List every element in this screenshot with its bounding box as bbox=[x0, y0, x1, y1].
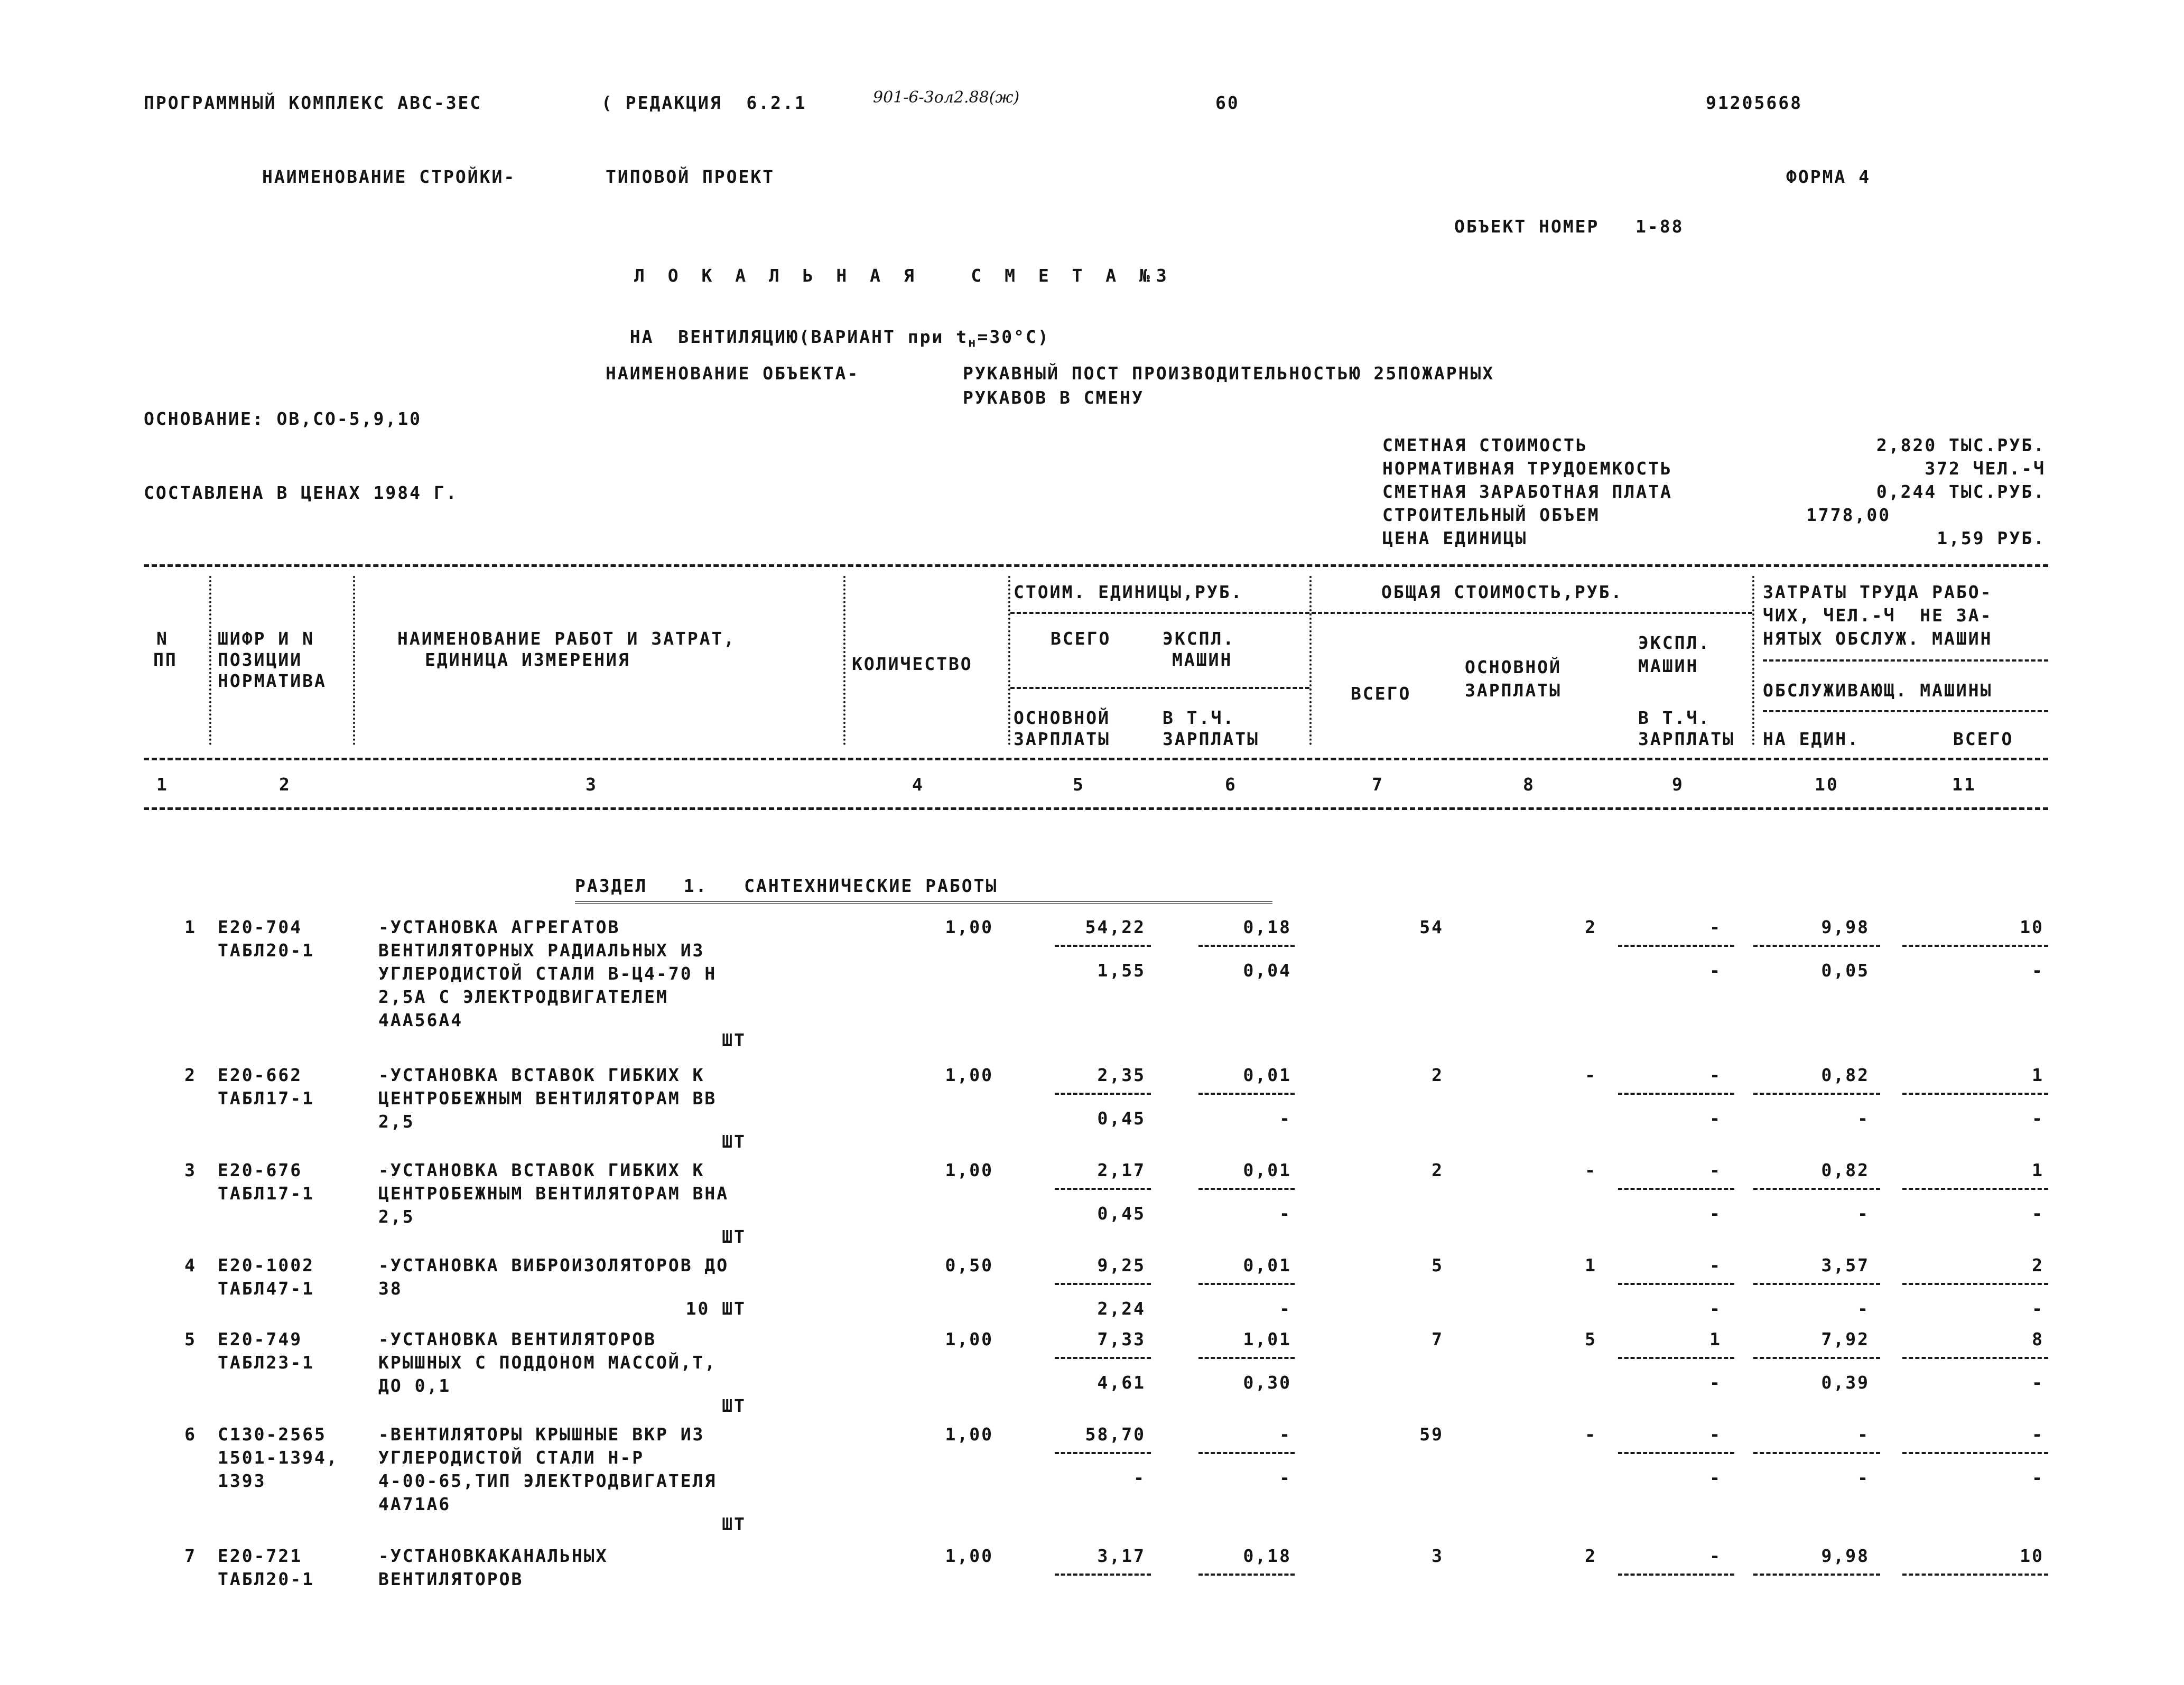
row-unit-machine: - bbox=[1279, 1424, 1291, 1445]
col3-header: НАИМЕНОВАНИЕ РАБОТ И ЗАТРАТ, bbox=[397, 628, 736, 649]
column-number: 10 bbox=[1815, 774, 1839, 795]
row-labor-unit: 9,98 bbox=[1821, 1546, 1870, 1566]
row-code: ТАБЛ47-1 bbox=[218, 1278, 314, 1299]
row-number: 1 bbox=[184, 917, 197, 937]
cell-rule bbox=[1753, 1357, 1880, 1359]
cell-rule bbox=[1618, 945, 1734, 947]
section-underline bbox=[575, 901, 1272, 904]
cell-rule bbox=[1902, 1283, 2048, 1285]
row-total-machine-wage: - bbox=[1709, 1467, 1722, 1488]
prices-year: СОСТАВЛЕНА В ЦЕНАХ 1984 Г. bbox=[144, 482, 458, 503]
object-name-line2: РУКАВОВ В СМЕНУ bbox=[963, 387, 1145, 408]
row-quantity: 1,00 bbox=[945, 1546, 993, 1566]
summary-label: СМЕТНАЯ ЗАРАБОТНАЯ ПЛАТА bbox=[1382, 481, 1672, 502]
row-description: ВЕНТИЛЯТОРНЫХ РАДИАЛЬНЫХ ИЗ bbox=[378, 940, 705, 961]
cell-rule bbox=[1753, 1452, 1880, 1454]
header-rule bbox=[1312, 612, 1752, 614]
row-unit-machine-wage: 0,30 bbox=[1243, 1372, 1291, 1393]
row-labor-unit-machine: 0,39 bbox=[1821, 1372, 1870, 1393]
summary-label: СМЕТНАЯ СТОИМОСТЬ bbox=[1382, 435, 1588, 455]
basis: ОСНОВАНИЕ: ОВ,СО-5,9,10 bbox=[144, 408, 422, 429]
row-total-machine-wage: - bbox=[1709, 1203, 1722, 1224]
page-number: 60 bbox=[1215, 92, 1240, 113]
header-bottom-rule bbox=[144, 758, 2048, 760]
summary-label: НОРМАТИВНАЯ ТРУДОЕМКОСТЬ bbox=[1382, 458, 1672, 479]
row-code: Е20-676 bbox=[218, 1160, 303, 1180]
row-quantity: 1,00 bbox=[945, 1160, 993, 1180]
row-labor-total-machine: - bbox=[2032, 960, 2044, 981]
row-description: -УСТАНОВКА ВИБРОИЗОЛЯТОРОВ ДО bbox=[378, 1255, 729, 1276]
row-labor-unit: 7,92 bbox=[1821, 1329, 1870, 1349]
row-number: 4 bbox=[184, 1255, 197, 1276]
col1011-header: ЗАТРАТЫ ТРУДА РАБО- bbox=[1763, 582, 1993, 602]
row-total-wage: - bbox=[1585, 1065, 1597, 1085]
column-separator bbox=[1008, 576, 1010, 745]
cell-rule bbox=[1753, 1574, 1880, 1576]
cell-rule bbox=[1753, 1093, 1880, 1095]
row-unit-wage: 2,24 bbox=[1097, 1298, 1146, 1319]
row-description: 2,5 bbox=[378, 1111, 415, 1132]
doc-code: 91205668 bbox=[1706, 92, 1802, 113]
row-total-wage: - bbox=[1585, 1160, 1597, 1180]
subtitle-prefix: НА ВЕНТИЛЯЦИЮ(ВАРИАНТ при t bbox=[629, 327, 969, 347]
row-total-machine: - bbox=[1709, 1546, 1722, 1566]
row-description: УГЛЕРОДИСТОЙ СТАЛИ Н-Р bbox=[378, 1447, 645, 1468]
cell-rule bbox=[1198, 1093, 1295, 1095]
cell-rule bbox=[1618, 1093, 1734, 1095]
row-labor-unit: - bbox=[1857, 1424, 1870, 1445]
column-separator bbox=[353, 576, 355, 745]
cell-rule bbox=[1055, 945, 1151, 947]
row-labor-total-machine: - bbox=[2032, 1467, 2044, 1488]
col2-header: ПОЗИЦИИ bbox=[218, 649, 303, 670]
row-code: ТАБЛ20-1 bbox=[218, 1569, 314, 1589]
row-unit-cost: 2,17 bbox=[1097, 1160, 1146, 1180]
header-rule bbox=[1763, 710, 2048, 712]
row-description: 2,5А С ЭЛЕКТРОДВИГАТЕЛЕМ bbox=[378, 986, 668, 1007]
row-description: -УСТАНОВКАКАНАЛЬНЫХ bbox=[378, 1546, 608, 1566]
row-unit-wage: 1,55 bbox=[1097, 960, 1146, 981]
row-labor-total: 2 bbox=[2032, 1255, 2044, 1276]
cell-rule bbox=[1198, 1452, 1295, 1454]
column-number: 8 bbox=[1523, 774, 1535, 795]
column-separator bbox=[843, 576, 845, 745]
summary-value: 1778,00 bbox=[1806, 505, 1891, 525]
cell-rule bbox=[1618, 1574, 1734, 1576]
col11-header: ВСЕГО bbox=[1953, 729, 2014, 749]
row-unit-machine: 0,18 bbox=[1243, 917, 1291, 937]
construction-value: ТИПОВОЙ ПРОЕКТ bbox=[606, 166, 775, 187]
row-total: 7 bbox=[1432, 1329, 1444, 1349]
col8-header: ЗАРПЛАТЫ bbox=[1465, 680, 1562, 701]
row-total-wage: - bbox=[1585, 1424, 1597, 1445]
col5-header: ОСНОВНОЙ bbox=[1014, 707, 1110, 728]
col3-header: ЕДИНИЦА ИЗМЕРЕНИЯ bbox=[425, 649, 630, 670]
row-code: С130-2565 bbox=[218, 1424, 327, 1445]
row-labor-total: - bbox=[2032, 1424, 2044, 1445]
row-quantity: 1,00 bbox=[945, 1329, 993, 1349]
subtitle-subscript: н bbox=[968, 335, 978, 350]
row-labor-total-machine: - bbox=[2032, 1372, 2044, 1393]
row-labor-unit-machine: - bbox=[1857, 1203, 1870, 1224]
cell-rule bbox=[1618, 1452, 1734, 1454]
column-number: 1 bbox=[156, 774, 169, 795]
column-number: 9 bbox=[1672, 774, 1684, 795]
row-description: ВЕНТИЛЯТОРОВ bbox=[378, 1569, 524, 1589]
col1011-header: ЧИХ, ЧЕЛ.-Ч НЕ ЗА- bbox=[1763, 605, 1993, 626]
cell-rule bbox=[1055, 1283, 1151, 1285]
column-number: 7 bbox=[1372, 774, 1384, 795]
col79-header: ОБЩАЯ СТОИМОСТЬ,РУБ. bbox=[1381, 582, 1623, 602]
col56-header: СТОИМ. ЕДИНИЦЫ,РУБ. bbox=[1014, 582, 1243, 602]
column-number: 2 bbox=[279, 774, 291, 795]
row-code: Е20-749 bbox=[218, 1329, 303, 1349]
row-unit-machine: 0,01 bbox=[1243, 1255, 1291, 1276]
cell-rule bbox=[1055, 1574, 1151, 1576]
row-number: 2 bbox=[184, 1065, 197, 1085]
cell-rule bbox=[1055, 1452, 1151, 1454]
col6-header: В Т.Ч. bbox=[1163, 707, 1235, 728]
row-labor-unit: 3,57 bbox=[1821, 1255, 1870, 1276]
summary-value: 1,59 РУБ. bbox=[1937, 528, 2046, 548]
summary-value: 0,244 ТЫС.РУБ. bbox=[1876, 481, 2046, 502]
header-rule bbox=[1010, 687, 1309, 689]
col2-header: ШИФР И N bbox=[218, 628, 314, 649]
row-total-machine: - bbox=[1709, 917, 1722, 937]
cell-rule bbox=[1198, 1188, 1295, 1190]
row-code: ТАБЛ17-1 bbox=[218, 1088, 314, 1109]
edition-label: ( РЕДАКЦИЯ 6.2.1 bbox=[601, 92, 807, 113]
table-top-rule bbox=[144, 564, 2048, 567]
row-unit: ШТ bbox=[722, 1030, 746, 1050]
row-unit-machine: 0,01 bbox=[1243, 1065, 1291, 1085]
col6-header: ЭКСПЛ. bbox=[1163, 628, 1235, 649]
row-labor-unit-machine: - bbox=[1857, 1298, 1870, 1319]
row-unit-machine: 0,18 bbox=[1243, 1546, 1291, 1566]
cell-rule bbox=[1753, 945, 1880, 947]
cell-rule bbox=[1055, 1188, 1151, 1190]
row-description: УГЛЕРОДИСТОЙ СТАЛИ В-Ц4-70 Н bbox=[378, 963, 717, 984]
row-number: 6 bbox=[184, 1424, 197, 1445]
row-code: ТАБЛ20-1 bbox=[218, 940, 314, 961]
column-separator bbox=[1309, 576, 1312, 745]
col5-header: ЗАРПЛАТЫ bbox=[1014, 729, 1110, 749]
cell-rule bbox=[1902, 945, 2048, 947]
row-labor-total: 8 bbox=[2032, 1329, 2044, 1349]
cell-rule bbox=[1618, 1188, 1734, 1190]
row-labor-total-machine: - bbox=[2032, 1108, 2044, 1129]
row-total-machine: - bbox=[1709, 1424, 1722, 1445]
row-quantity: 1,00 bbox=[945, 917, 993, 937]
row-total-wage: 2 bbox=[1585, 917, 1597, 937]
section-title: РАЗДЕЛ 1. САНТЕХНИЧЕСКИЕ РАБОТЫ bbox=[575, 876, 998, 896]
row-total-machine: 1 bbox=[1709, 1329, 1722, 1349]
col4-header: КОЛИЧЕСТВО bbox=[852, 654, 973, 674]
row-description: -УСТАНОВКА ВСТАВОК ГИБКИХ К bbox=[378, 1065, 705, 1085]
row-unit: 10 ШТ bbox=[685, 1298, 746, 1319]
row-code: ТАБЛ17-1 bbox=[218, 1183, 314, 1204]
row-labor-total-machine: - bbox=[2032, 1298, 2044, 1319]
row-description: 4АА56А4 bbox=[378, 1010, 463, 1030]
row-unit-machine-wage: - bbox=[1279, 1298, 1291, 1319]
row-description: ЦЕНТРОБЕЖНЫМ ВЕНТИЛЯТОРАМ ВНА bbox=[378, 1183, 729, 1204]
edition-note-handwritten: 901-6-3ол2.88(ж) bbox=[873, 88, 1020, 107]
summary-label: СТРОИТЕЛЬНЫЙ ОБЪЕМ bbox=[1382, 505, 1600, 525]
row-labor-unit: 0,82 bbox=[1821, 1160, 1870, 1180]
row-labor-total: 1 bbox=[2032, 1160, 2044, 1180]
summary-value: 372 ЧЕЛ.-Ч bbox=[1925, 458, 2046, 479]
row-labor-unit: 0,82 bbox=[1821, 1065, 1870, 1085]
row-description: ЦЕНТРОБЕЖНЫМ ВЕНТИЛЯТОРАМ ВВ bbox=[378, 1088, 717, 1109]
column-number-rule bbox=[144, 807, 2048, 810]
row-unit-machine: 0,01 bbox=[1243, 1160, 1291, 1180]
row-total-machine-wage: - bbox=[1709, 1372, 1722, 1393]
column-number: 6 bbox=[1225, 774, 1237, 795]
row-total-wage: 2 bbox=[1585, 1546, 1597, 1566]
row-unit: ШТ bbox=[722, 1514, 746, 1534]
row-labor-unit: 9,98 bbox=[1821, 917, 1870, 937]
row-labor-unit-machine: 0,05 bbox=[1821, 960, 1870, 981]
row-code: 1393 bbox=[218, 1470, 266, 1491]
row-unit-machine-wage: 0,04 bbox=[1243, 960, 1291, 981]
cell-rule bbox=[1198, 1574, 1295, 1576]
row-unit: ШТ bbox=[722, 1131, 746, 1152]
estimate-subtitle bbox=[606, 311, 1050, 349]
form-label: ФОРМА 4 bbox=[1786, 166, 1871, 187]
row-description: -УСТАНОВКА ВСТАВОК ГИБКИХ К bbox=[378, 1160, 705, 1180]
row-total: 3 bbox=[1432, 1546, 1444, 1566]
row-number: 3 bbox=[184, 1160, 197, 1180]
subtitle-suffix: =30°С) bbox=[977, 327, 1050, 347]
cell-rule bbox=[1902, 1452, 2048, 1454]
row-description: ДО 0,1 bbox=[378, 1375, 451, 1396]
row-code: Е20-662 bbox=[218, 1065, 303, 1085]
object-name-line1: РУКАВНЫЙ ПОСТ ПРОИЗВОДИТЕЛЬНОСТЬЮ 25ПОЖАРНЫХ bbox=[963, 363, 1495, 384]
row-number: 5 bbox=[184, 1329, 197, 1349]
row-unit-cost: 7,33 bbox=[1097, 1329, 1146, 1349]
cell-rule bbox=[1902, 1093, 2048, 1095]
column-separator bbox=[1752, 576, 1754, 745]
row-total-wage: 5 bbox=[1585, 1329, 1597, 1349]
row-labor-unit-machine: - bbox=[1857, 1467, 1870, 1488]
col9-header: ЭКСПЛ. bbox=[1638, 632, 1711, 653]
summary-label: ЦЕНА ЕДИНИЦЫ bbox=[1382, 528, 1528, 548]
row-unit-machine-wage: - bbox=[1279, 1467, 1291, 1488]
row-total-machine: - bbox=[1709, 1065, 1722, 1085]
row-unit-wage: 4,61 bbox=[1097, 1372, 1146, 1393]
row-description: КРЫШНЫХ С ПОДДОНОМ МАССОЙ,Т, bbox=[378, 1352, 717, 1373]
construction-label: НАИМЕНОВАНИЕ СТРОЙКИ- bbox=[262, 166, 516, 187]
col1011-header: НЯТЫХ ОБСЛУЖ. МАШИН bbox=[1763, 628, 1993, 649]
column-separator bbox=[209, 576, 211, 745]
row-description: 4А71А6 bbox=[378, 1494, 451, 1514]
row-unit-cost: 58,70 bbox=[1085, 1424, 1146, 1445]
col10-header: НА ЕДИН. bbox=[1763, 729, 1860, 749]
row-code: Е20-704 bbox=[218, 917, 303, 937]
row-unit-cost: 2,35 bbox=[1097, 1065, 1146, 1085]
cell-rule bbox=[1753, 1283, 1880, 1285]
cell-rule bbox=[1055, 1357, 1151, 1359]
col2-header: НОРМАТИВА bbox=[218, 671, 327, 691]
header-rule bbox=[1010, 612, 1309, 614]
row-labor-total: 1 bbox=[2032, 1065, 2044, 1085]
row-quantity: 0,50 bbox=[945, 1255, 993, 1276]
row-code: 1501-1394, bbox=[218, 1447, 339, 1468]
row-description: -УСТАНОВКА ВЕНТИЛЯТОРОВ bbox=[378, 1329, 656, 1349]
row-total-machine-wage: - bbox=[1709, 1298, 1722, 1319]
row-unit-cost: 54,22 bbox=[1085, 917, 1146, 937]
cell-rule bbox=[1753, 1188, 1880, 1190]
col6-header: ЗАРПЛАТЫ bbox=[1163, 729, 1259, 749]
row-total-wage: 1 bbox=[1585, 1255, 1597, 1276]
col1011-header: ОБСЛУЖИВАЮЩ. МАШИНЫ bbox=[1763, 680, 1993, 701]
object-number: ОБЪЕКТ НОМЕР 1-88 bbox=[1454, 216, 1684, 237]
cell-rule bbox=[1198, 1357, 1295, 1359]
row-code: Е20-721 bbox=[218, 1546, 303, 1566]
row-labor-unit-machine: - bbox=[1857, 1108, 1870, 1129]
column-number: 11 bbox=[1952, 774, 1976, 795]
row-number: 7 bbox=[184, 1546, 197, 1566]
row-unit-cost: 3,17 bbox=[1097, 1546, 1146, 1566]
row-quantity: 1,00 bbox=[945, 1065, 993, 1085]
row-total: 54 bbox=[1419, 917, 1444, 937]
cell-rule bbox=[1055, 1093, 1151, 1095]
col1-header: N bbox=[156, 628, 169, 649]
cell-rule bbox=[1198, 1283, 1295, 1285]
row-code: Е20-1002 bbox=[218, 1255, 314, 1276]
row-total-machine-wage: - bbox=[1709, 960, 1722, 981]
estimate-title: Л О К А Л Ь Н А Я С М Е Т А №3 bbox=[634, 265, 1173, 286]
row-unit-machine-wage: - bbox=[1279, 1108, 1291, 1129]
object-name-label: НАИМЕНОВАНИЕ ОБЪЕКТА- bbox=[606, 363, 860, 384]
row-unit-wage: 0,45 bbox=[1097, 1203, 1146, 1224]
col5-header: ВСЕГО bbox=[1051, 628, 1111, 649]
col9-header: В Т.Ч. bbox=[1638, 707, 1711, 728]
col6-header: МАШИН bbox=[1172, 649, 1233, 670]
row-total-machine: - bbox=[1709, 1255, 1722, 1276]
col9-header: ЗАРПЛАТЫ bbox=[1638, 729, 1735, 749]
header-rule bbox=[1763, 659, 2048, 662]
col1-header: ПП bbox=[153, 649, 178, 670]
row-description: -ВЕНТИЛЯТОРЫ КРЫШНЫЕ ВКР ИЗ bbox=[378, 1424, 705, 1445]
cell-rule bbox=[1618, 1283, 1734, 1285]
row-total: 5 bbox=[1432, 1255, 1444, 1276]
row-description: -УСТАНОВКА АГРЕГАТОВ bbox=[378, 917, 620, 937]
cell-rule bbox=[1902, 1188, 2048, 1190]
row-unit: ШТ bbox=[722, 1226, 746, 1247]
row-labor-total: 10 bbox=[2020, 1546, 2044, 1566]
cell-rule bbox=[1902, 1574, 2048, 1576]
column-number: 4 bbox=[912, 774, 924, 795]
row-code: ТАБЛ23-1 bbox=[218, 1352, 314, 1373]
row-total-machine-wage: - bbox=[1709, 1108, 1722, 1129]
col8-header: ОСНОВНОЙ bbox=[1465, 657, 1562, 677]
row-unit-cost: 9,25 bbox=[1097, 1255, 1146, 1276]
row-labor-total: 10 bbox=[2020, 917, 2044, 937]
row-unit-machine: 1,01 bbox=[1243, 1329, 1291, 1349]
row-unit-wage: 0,45 bbox=[1097, 1108, 1146, 1129]
row-description: 2,5 bbox=[378, 1206, 415, 1227]
row-quantity: 1,00 bbox=[945, 1424, 993, 1445]
summary-value: 2,820 ТЫС.РУБ. bbox=[1876, 435, 2046, 455]
cell-rule bbox=[1902, 1357, 2048, 1359]
row-total: 59 bbox=[1419, 1424, 1444, 1445]
column-number: 3 bbox=[586, 774, 598, 795]
row-description: 38 bbox=[378, 1278, 403, 1299]
row-unit-wage: - bbox=[1133, 1467, 1146, 1488]
row-unit-machine-wage: - bbox=[1279, 1203, 1291, 1224]
row-total-machine: - bbox=[1709, 1160, 1722, 1180]
col9-header: МАШИН bbox=[1638, 656, 1699, 676]
row-unit: ШТ bbox=[722, 1395, 746, 1416]
cell-rule bbox=[1618, 1357, 1734, 1359]
row-total: 2 bbox=[1432, 1160, 1444, 1180]
program-name: ПРОГРАММНЫЙ КОМПЛЕКС АВС-3ЕС bbox=[144, 92, 482, 113]
row-total: 2 bbox=[1432, 1065, 1444, 1085]
cell-rule bbox=[1198, 945, 1295, 947]
row-description: 4-00-65,ТИП ЭЛЕКТРОДВИГАТЕЛЯ bbox=[378, 1470, 717, 1491]
col7-header: ВСЕГО bbox=[1351, 683, 1411, 704]
row-labor-total-machine: - bbox=[2032, 1203, 2044, 1224]
column-number: 5 bbox=[1073, 774, 1085, 795]
